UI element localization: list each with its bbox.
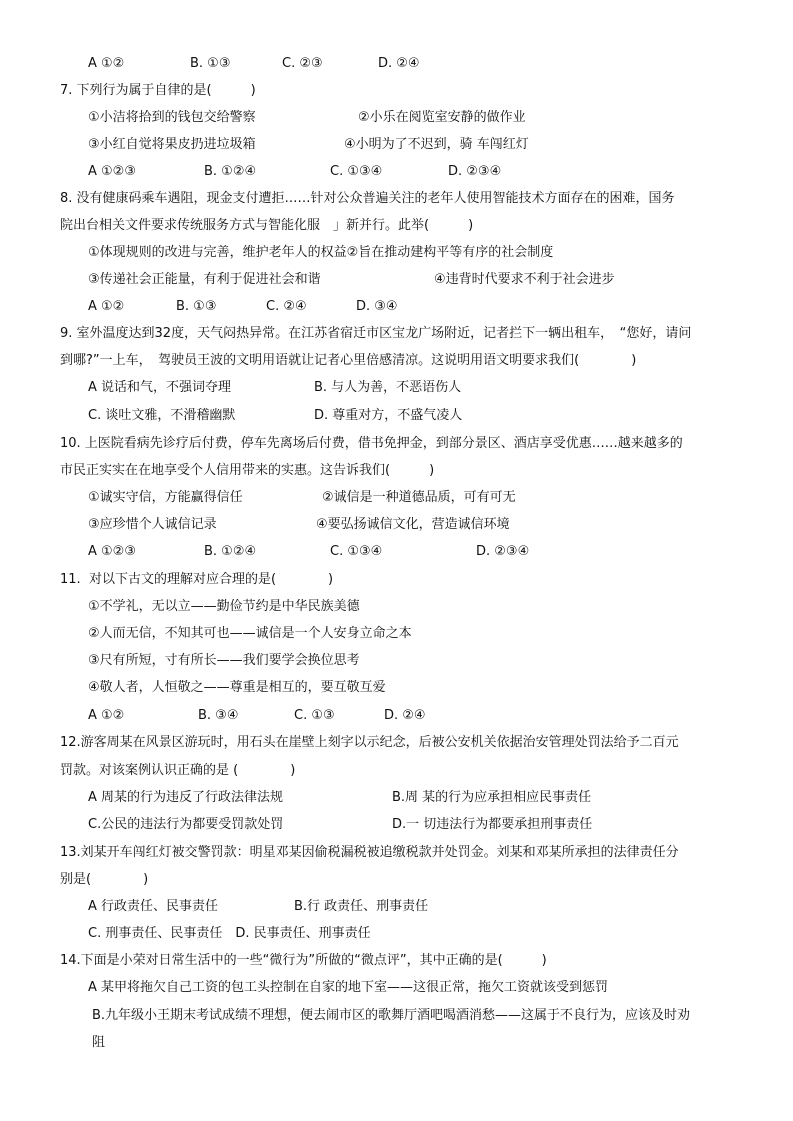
- q6-option-d: D. ②④: [378, 56, 420, 71]
- q14-stem: 14.下面是小荣对日常生活中的一些“微行为”所做的“微点评”，其中正确的是( ): [60, 953, 547, 968]
- q8-stem-line-2: 院出台相关文件要求传统服务方式与智能化服 」新并行。此举( ): [60, 218, 474, 233]
- q10-statement-2: ②诚信是一种道德品质，可有可无: [322, 490, 516, 505]
- q10-stem-line-2: 市民正实实在在地享受个人信用带来的实惠。这告诉我们( ): [60, 463, 435, 478]
- q8-option-c: C. ②④: [266, 299, 307, 314]
- q11-statement-1: ①不学礼，无以立——勤俭节约是中华民族美德: [88, 599, 360, 614]
- q7-statement-3: ③小红自觉将果皮扔进垃圾箱: [88, 137, 256, 152]
- q9-option-a: A 说话和气，不强词夺理: [88, 380, 232, 395]
- q7-statement-2: ②小乐在阅览室安静的做作业: [358, 110, 526, 125]
- q11-statement-4: ④敬人者，人恒敬之——尊重是相互的，要互敬互爱: [88, 680, 386, 695]
- q12-option-a: A 周某的行为违反了行政法律法规: [88, 790, 284, 805]
- q13-stem-line-1: 13.刘某开车闯红灯被交警罚款：明星邓某因偷税漏税被追缴税款并处罚金。刘某和邓某所承担的法律责任分: [60, 845, 679, 860]
- q10-statement-3: ③应珍惜个人诚信记录: [88, 517, 217, 532]
- q8-statement-4: ④违背时代要求不利于社会进步: [434, 272, 615, 287]
- q8-statement-1-2: ①体现规则的改进与完善，维护老年人的权益②旨在推动建构平等有序的社会制度: [88, 245, 554, 260]
- q8-option-b: B. ①③: [176, 299, 217, 314]
- q10-option-b: B. ①②④: [204, 544, 257, 559]
- q6-option-a: A ①②: [88, 56, 125, 71]
- q7-option-d: D. ②③④: [448, 164, 502, 179]
- q6-option-b: B. ①③: [190, 56, 231, 71]
- q12-option-b: B.周 某的行为应承担相应民事责任: [392, 790, 592, 805]
- q10-statement-4: ④要弘扬诚信文化，营造诚信环境: [316, 517, 510, 532]
- q9-stem-line-1: 9. 室外温度达到32度，天气闷热异常。在江苏省宿迁市区宝龙广场附近，记者拦下一辆出租车， “您好，请问: [60, 326, 692, 341]
- q13-option-c-d: C. 刑事责任、民事责任 D. 民事责任、刑事责任: [88, 926, 371, 941]
- q13-stem-line-2: 别是( ): [60, 872, 149, 887]
- q8-statement-3: ③传递社会正能量，有利于促进社会和谐: [88, 272, 321, 287]
- q7-option-c: C. ①③④: [330, 164, 383, 179]
- q12-option-c: C.公民的违法行为都要受罚款处罚: [88, 817, 284, 832]
- q7-statement-1: ①小洁将拾到的钱包交给警察: [88, 110, 256, 125]
- q7-option-b: B. ①②④: [204, 164, 257, 179]
- q14-option-b-line-1: B.九年级小王期末考试成绩不理想，便去闹市区的歌舞厅酒吧喝酒消愁——这属于不良行为，应该及时劝: [92, 1008, 691, 1023]
- q12-stem-line-2: 罚款。对该案例认识正确的是 ( ): [60, 763, 296, 778]
- q10-option-a: A ①②③: [88, 544, 136, 559]
- q13-option-b: B.行 政责任、刑事责任: [294, 899, 429, 914]
- q11-option-b: B. ③④: [198, 708, 239, 723]
- q11-option-c: C. ①③: [294, 708, 335, 723]
- q9-stem-line-2: 到哪?”一上车， 驾驶员王波的文明用语就让记者心里倍感清凉。这说明用语文明要求我们( ): [60, 353, 637, 368]
- q9-option-c: C. 谈吐文雅，不滑稽幽默: [88, 408, 236, 423]
- q11-option-a: A ①②: [88, 708, 125, 723]
- q10-statement-1: ①诚实守信，方能赢得信任: [88, 490, 243, 505]
- q10-option-c: C. ①③④: [330, 544, 383, 559]
- q11-stem: 11. 对以下古文的理解对应合理的是( ): [60, 572, 334, 587]
- q9-option-d: D. 尊重对方，不盛气凌人: [314, 408, 463, 423]
- q11-statement-2: ②人而无信，不知其可也——诚信是一个人安身立命之本: [88, 626, 412, 641]
- q9-option-b: B. 与人为善，不恶语伤人: [314, 380, 462, 395]
- q8-stem-line-1: 8. 没有健康码乘车遇阻，现金支付遭拒……针对公众普遍关注的老年人使用智能技术方面存在的困难，国务: [60, 191, 675, 206]
- q12-stem-line-1: 12.游客周某在风景区游玩时，用石头在崖壁上刻字以示纪念，后被公安机关依据治安管理处罚法给予二百元: [60, 735, 679, 750]
- q13-option-a: A 行政责任、民事责任: [88, 899, 219, 914]
- q12-option-d: D.一 切违法行为都要承担刑事责任: [392, 817, 593, 832]
- q7-stem: 7. 下列行为属于自律的是( ): [60, 83, 256, 98]
- q7-statement-4: ④小明为了不迟到，骑 车闯红灯: [344, 137, 529, 152]
- q7-option-a: A ①②③: [88, 164, 136, 179]
- q8-option-a: A ①②: [88, 299, 125, 314]
- q10-option-d: D. ②③④: [476, 544, 530, 559]
- q14-option-b-line-2: 阻: [92, 1035, 106, 1050]
- q8-option-d: D. ③④: [356, 299, 398, 314]
- q10-stem-line-1: 10. 上医院看病先诊疗后付费，停车先离场后付费，借书免押金，到部分景区、酒店享受优惠……越来越多的: [60, 436, 683, 451]
- q11-option-d: D. ②④: [384, 708, 426, 723]
- q14-option-a: A 某甲将拖欠自己工资的包工头控制在自家的地下室——这很正常，拖欠工资就该受到惩罚: [88, 980, 609, 995]
- q11-statement-3: ③尺有所短，寸有所长——我们要学会换位思考: [88, 653, 360, 668]
- q6-option-c: C. ②③: [282, 56, 323, 71]
